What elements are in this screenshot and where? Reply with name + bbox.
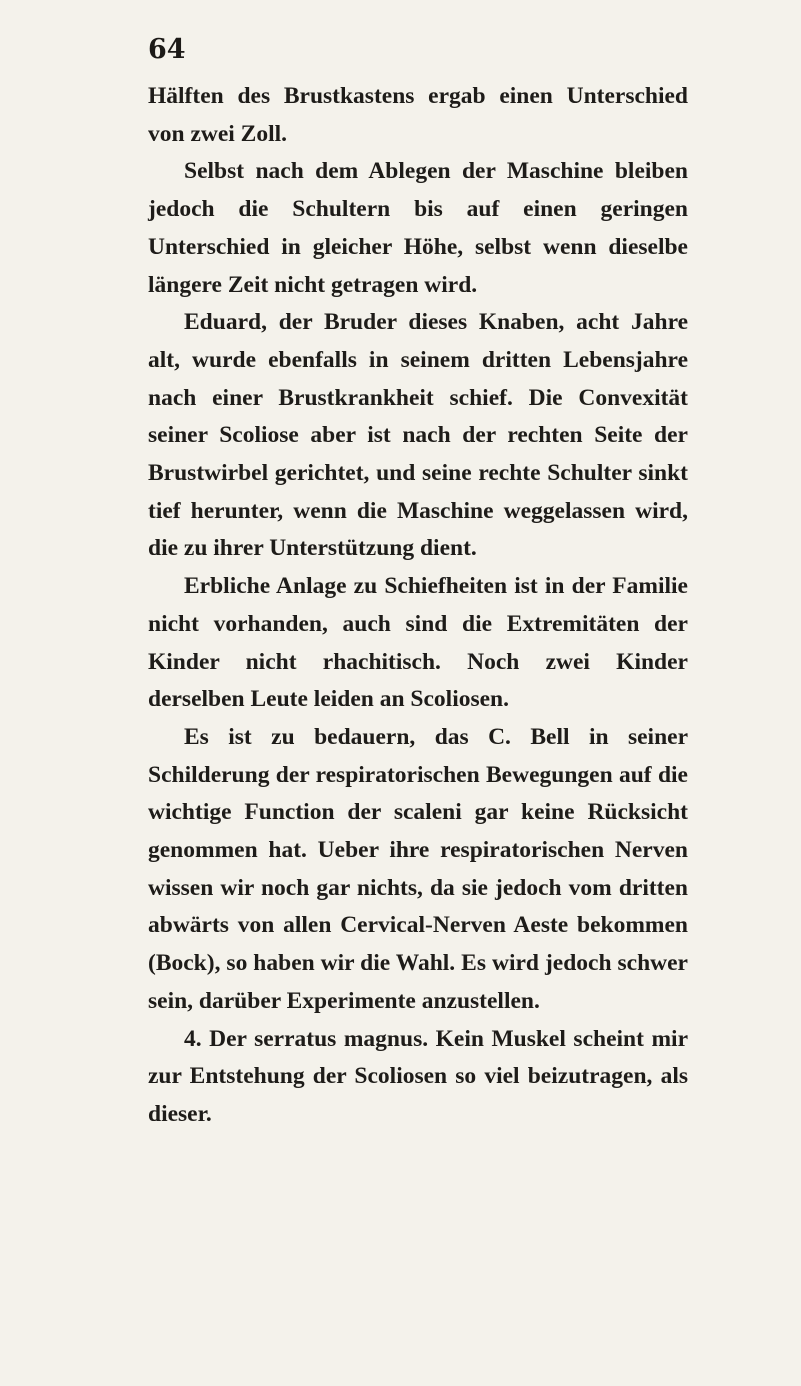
page-number: 64 bbox=[148, 34, 186, 65]
paragraph: Es ist zu bedauern, das C. Bell in seiner Schilderung der respiratorischen Bewegungen auf die wichtige Function der scaleni gar keine Rücksicht genommen hat. Ueber ihre respiratorischen Nerven wissen wir noch gar nichts, da sie jedoch vom dritten abwärts von allen Cervical-Nerven Aeste bekommen (Bock), so haben wir die Wahl. Es wird jedoch schwer sein, darüber Experimente anzustellen. bbox=[148, 723, 688, 1014]
paragraph: 4. Der serratus magnus. Kein Muskel scheint mir zur Entstehung der Scoliosen so viel beizutragen, als dieser. bbox=[148, 1025, 688, 1127]
paragraph: Hälften des Brustkastens ergab einen Unterschied von zwei Zoll. bbox=[148, 83, 688, 147]
paragraph: Erbliche Anlage zu Schiefheiten ist in der Familie nicht vorhanden, auch sind die Extremitäten der Kinder nicht rhachitisch. Noch zwei Kinder derselben Leute leiden an Scoliosen. bbox=[148, 573, 688, 713]
paragraph: Selbst nach dem Ablegen der Maschine bleiben jedoch die Schultern bis auf einen geringen Unterschied in gleicher Höhe, selbst wenn dieselbe längere Zeit nicht getragen wird. bbox=[148, 158, 688, 298]
body-text bbox=[148, 78, 688, 1134]
paragraph: Eduard, der Bruder dieses Knaben, acht Jahre alt, wurde ebenfalls in seinem dritten Lebensjahre nach einer Brustkrankheit schief. Die Convexität seiner Scoliose aber ist nach der rechten Seite der Brustwirbel gerichtet, und seine rechte Schulter sinkt tief herunter, wenn die Maschine weggelassen wird, die zu ihrer Unterstützung dient. bbox=[148, 309, 688, 562]
